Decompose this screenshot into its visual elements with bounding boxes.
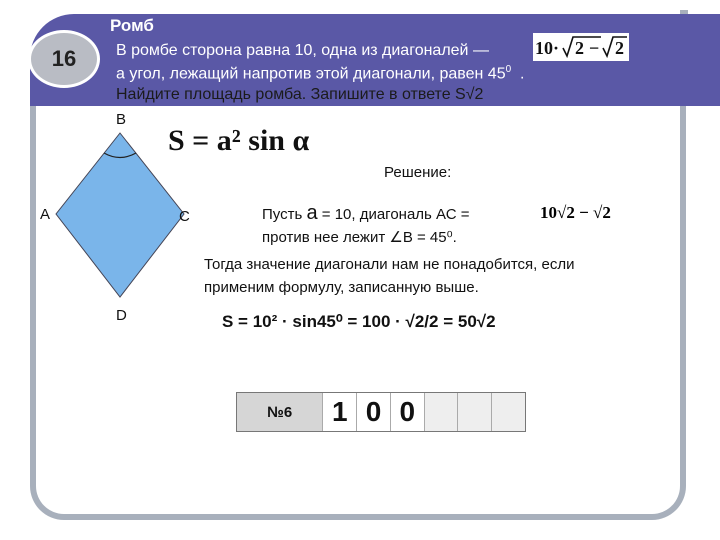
vertex-d: D xyxy=(116,307,127,324)
task-line-2-text: а угол, лежащий напротив этой диагонали, равен 45 xyxy=(116,65,506,83)
svg-text:2: 2 xyxy=(615,38,624,58)
solution-line-4: применим формулу, записанную выше. xyxy=(204,279,479,296)
diagonal-formula-ac xyxy=(538,200,626,226)
answer-digit-3: 0 xyxy=(390,393,424,431)
task-line-2-end: . xyxy=(520,65,525,83)
area-formula: S = a² sin α xyxy=(168,124,310,157)
solution-var-a: a xyxy=(306,202,318,224)
vertex-c: C xyxy=(179,208,190,225)
svg-text:2: 2 xyxy=(575,38,584,58)
task-title: Ромб xyxy=(110,16,154,35)
svg-text:−: − xyxy=(589,38,600,58)
task-number: 16 xyxy=(28,30,100,88)
solution-line-2: против нее лежит ∠B = 45⁰. xyxy=(262,229,457,246)
answer-digit-5 xyxy=(457,393,491,431)
answer-digit-2: 0 xyxy=(356,393,390,431)
diagonal-formula-ac-text: 10√2 − √2 xyxy=(540,203,611,222)
vertex-a: A xyxy=(40,206,51,223)
task-line-3: Найдите площадь ромба. Запишите в ответе S√2 xyxy=(116,86,484,103)
solution-heading: Решение: xyxy=(384,164,452,181)
answer-label: №6 xyxy=(267,403,293,421)
answer-digit-6 xyxy=(491,393,525,431)
task-line-2-degree: 0 xyxy=(505,64,512,75)
solution-line-1 xyxy=(262,202,469,225)
solution-line-3: Тогда значение диагонали нам не понадобится, если xyxy=(204,256,575,273)
task-line-1: В ромбе сторона равна 10, одна из диагоналей — xyxy=(116,42,489,59)
svg-text:10·: 10· xyxy=(535,38,560,58)
solution-line-1-post: = 10, диагональ АС = xyxy=(317,206,470,223)
answer-digit-4 xyxy=(424,393,458,431)
vertex-b: B xyxy=(116,111,127,128)
answer-box xyxy=(236,392,526,432)
solution-line-1-pre: Пусть xyxy=(262,206,307,223)
answer-digit-1: 1 xyxy=(322,393,356,431)
solution-final: S = 10² · sin45⁰ = 100 · √2/2 = 50√2 xyxy=(222,312,496,331)
